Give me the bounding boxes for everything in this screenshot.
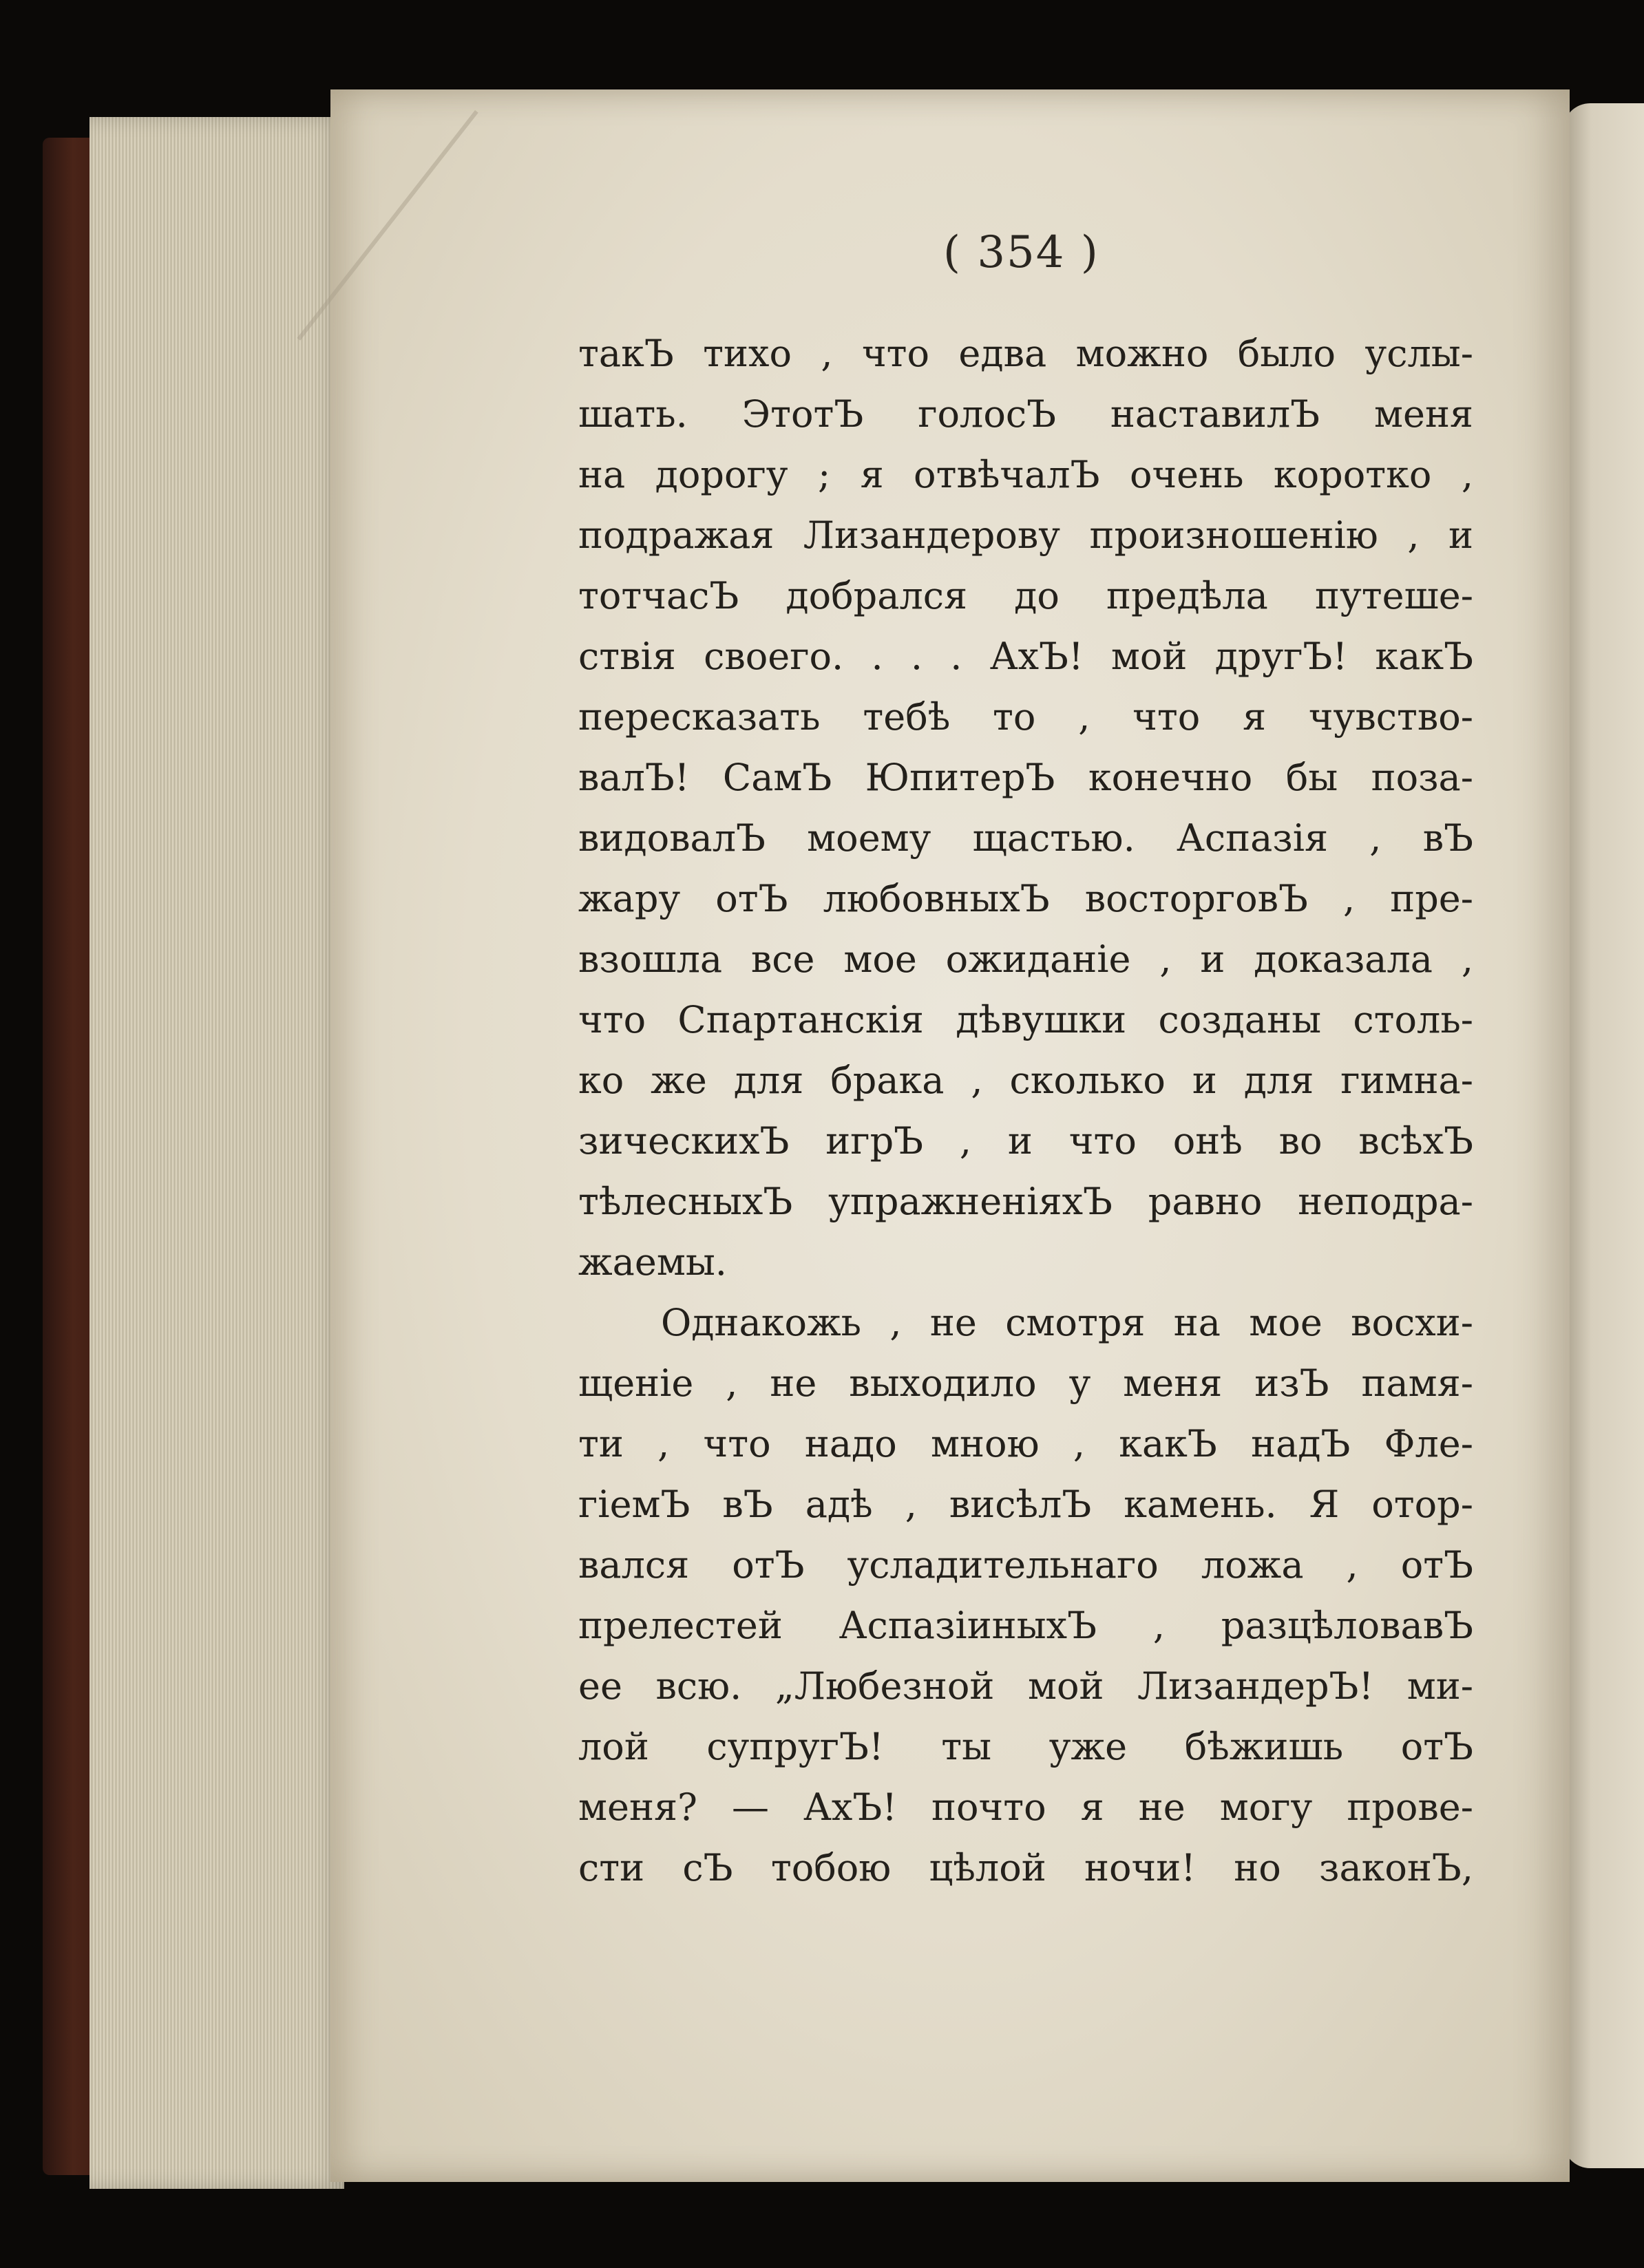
text-line: ти , что надо мною , какЪ надЪ Фле- xyxy=(578,1422,1473,1465)
text-line: прелестей АспазіиныхЪ , разцѣловавЪ xyxy=(578,1604,1473,1647)
text-line: на дорогу ; я отвѣчалЪ очень коротко , xyxy=(578,453,1473,496)
facing-page-edge xyxy=(1563,103,1644,2168)
text-line: сти сЪ тобою цѣлой ночи! но законЪ, xyxy=(578,1846,1473,1889)
text-line: ствія своего. . . . АхЪ! мой другЪ! какЪ xyxy=(578,635,1473,678)
text-line: тѣлесныхЪ упражненіяхЪ равно неподра- xyxy=(578,1180,1473,1223)
text-line: тотчасЪ добрался до предѣла путеше- xyxy=(578,574,1473,617)
text-line: жаемы. xyxy=(578,1240,727,1284)
text-line: зическихЪ игрЪ , и что онѣ во всѣхЪ xyxy=(578,1119,1473,1163)
text-line: шать. ЭтотЪ голосЪ наставилЪ меня xyxy=(578,392,1473,436)
text-line: гіемЪ вЪ адѣ , висѣлЪ камень. Я отор- xyxy=(578,1483,1473,1526)
text-line: подражая Лизандерову произношенію , и xyxy=(578,513,1473,557)
text-line: жару отЪ любовныхЪ восторговЪ , пре- xyxy=(578,877,1473,920)
page-text xyxy=(578,324,1473,1898)
page-stack-edges xyxy=(89,117,344,2189)
text-line: пересказать тебѣ то , что я чувство- xyxy=(578,695,1473,739)
text-line: такЪ тихо , что едва можно было услы- xyxy=(578,332,1473,375)
text-line: вался отЪ усладительнаго ложа , отЪ xyxy=(578,1543,1473,1587)
text-line: что Спартанскія дѣвушки созданы столь- xyxy=(578,998,1473,1041)
text-line: лой супругЪ! ты уже бѣжишь отЪ xyxy=(578,1725,1473,1768)
text-line: Однакожь , не смотря на мое восхи- xyxy=(661,1301,1473,1344)
text-line: ее всю. „Любезной мой ЛизандерЪ! ми- xyxy=(578,1664,1473,1708)
text-line: щеніе , не выходило у меня изЪ памя- xyxy=(578,1361,1473,1405)
text-line: валЪ! СамЪ ЮпитерЪ конечно бы поза- xyxy=(578,756,1473,799)
text-line: ко же для брака , сколько и для гимна- xyxy=(578,1059,1473,1102)
text-line: взошла все мое ожиданіе , и доказала , xyxy=(578,937,1473,981)
page-number: ( 354 ) xyxy=(943,227,1099,278)
text-line: меня? — АхЪ! почто я не могу прове- xyxy=(578,1785,1473,1829)
text-line: видовалЪ моему щастью. Аспазія , вЪ xyxy=(578,816,1473,860)
